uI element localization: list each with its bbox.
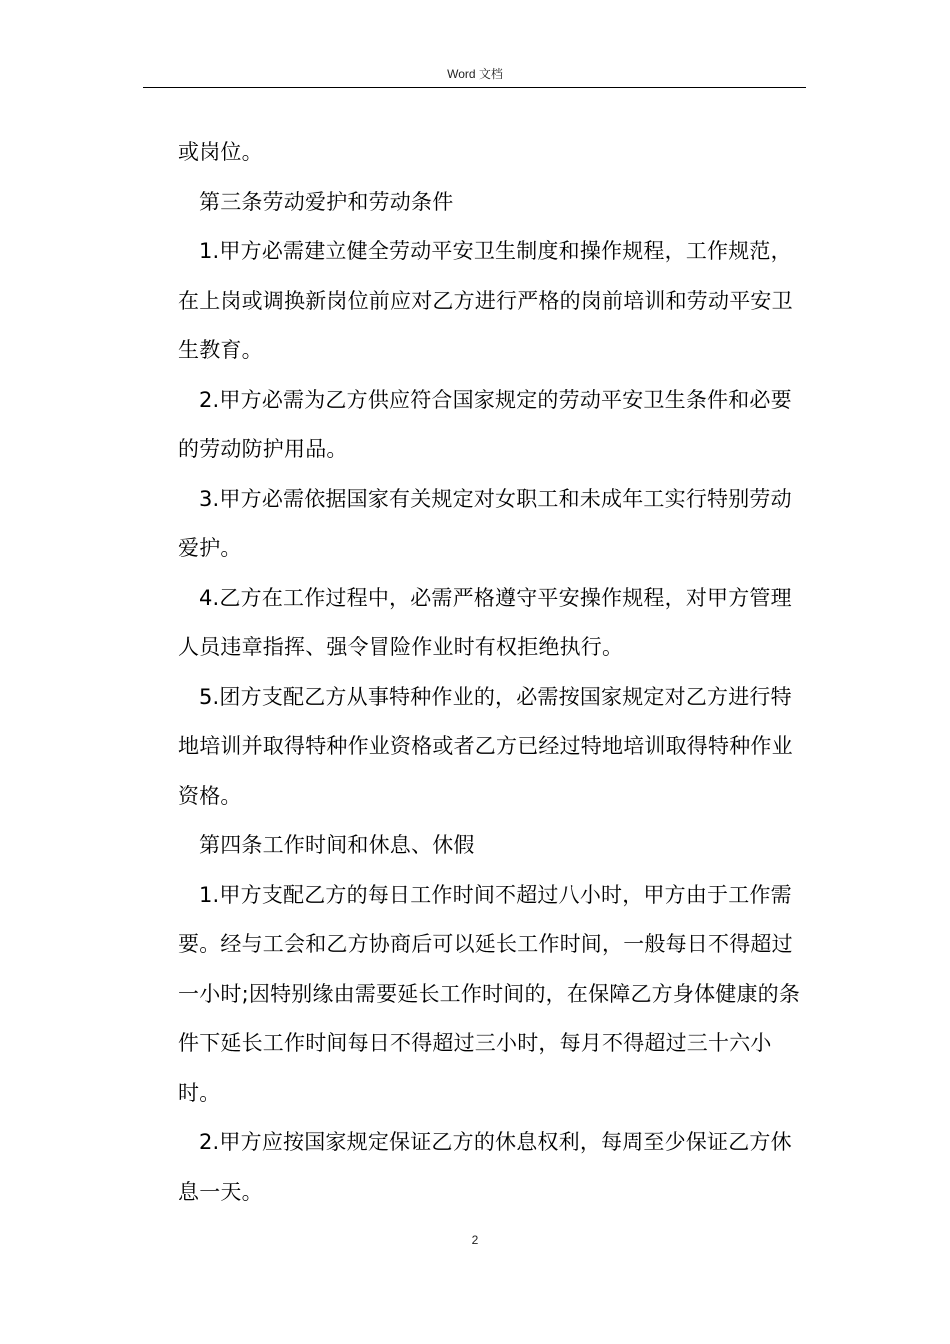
article-four-heading: 第四条工作时间和休息、休假 xyxy=(199,833,475,857)
page-number: 2 xyxy=(471,1233,479,1247)
paragraph-continuation: 或岗位。 xyxy=(178,140,263,164)
page-header: Word 文档 xyxy=(447,67,503,81)
paragraph-item: 1.甲方支配乙方的每日工作时间不超过八小时，甲方由于工作需要。经与工会和乙方协商后可以延长工作时间，一般每日不得超过一小时;因特别缘由需要延长工作时间的，在保障乙方身体健康的条件下延长工作时间每日不得超过三小时，每月不得超过三十六小时。 xyxy=(178,882,801,1105)
paragraph-item: 5.团方支配乙方从事特种作业的，必需按国家规定对乙方进行特地培训并取得特种作业资格或者乙方已经过特地培训取得特种作业资格。 xyxy=(178,684,793,808)
paragraph-item: 4.乙方在工作过程中，必需严格遵守平安操作规程，对甲方管理人员违章指挥、强令冒险作业时有权拒绝执行。 xyxy=(178,585,792,659)
header-rule xyxy=(143,87,806,88)
article-three-heading: 第三条劳动爱护和劳动条件 xyxy=(199,189,454,214)
paragraph-item: 2.甲方应按国家规定保证乙方的休息权利，每周至少保证乙方休息一天。 xyxy=(178,1130,792,1204)
paragraph-item: 3.甲方必需依据国家有关规定对女职工和未成年工实行特别劳动爱护。 xyxy=(178,486,792,560)
paragraph-item: 1.甲方必需建立健全劳动平安卫生制度和操作规程，工作规范，在上岗或调换新岗位前应对乙方进行严格的岗前培训和劳动平安卫生教育。 xyxy=(178,239,793,362)
document-body xyxy=(178,128,806,1217)
paragraph-item: 2.甲方必需为乙方供应符合国家规定的劳动平安卫生条件和必要的劳动防护用品。 xyxy=(178,387,792,461)
